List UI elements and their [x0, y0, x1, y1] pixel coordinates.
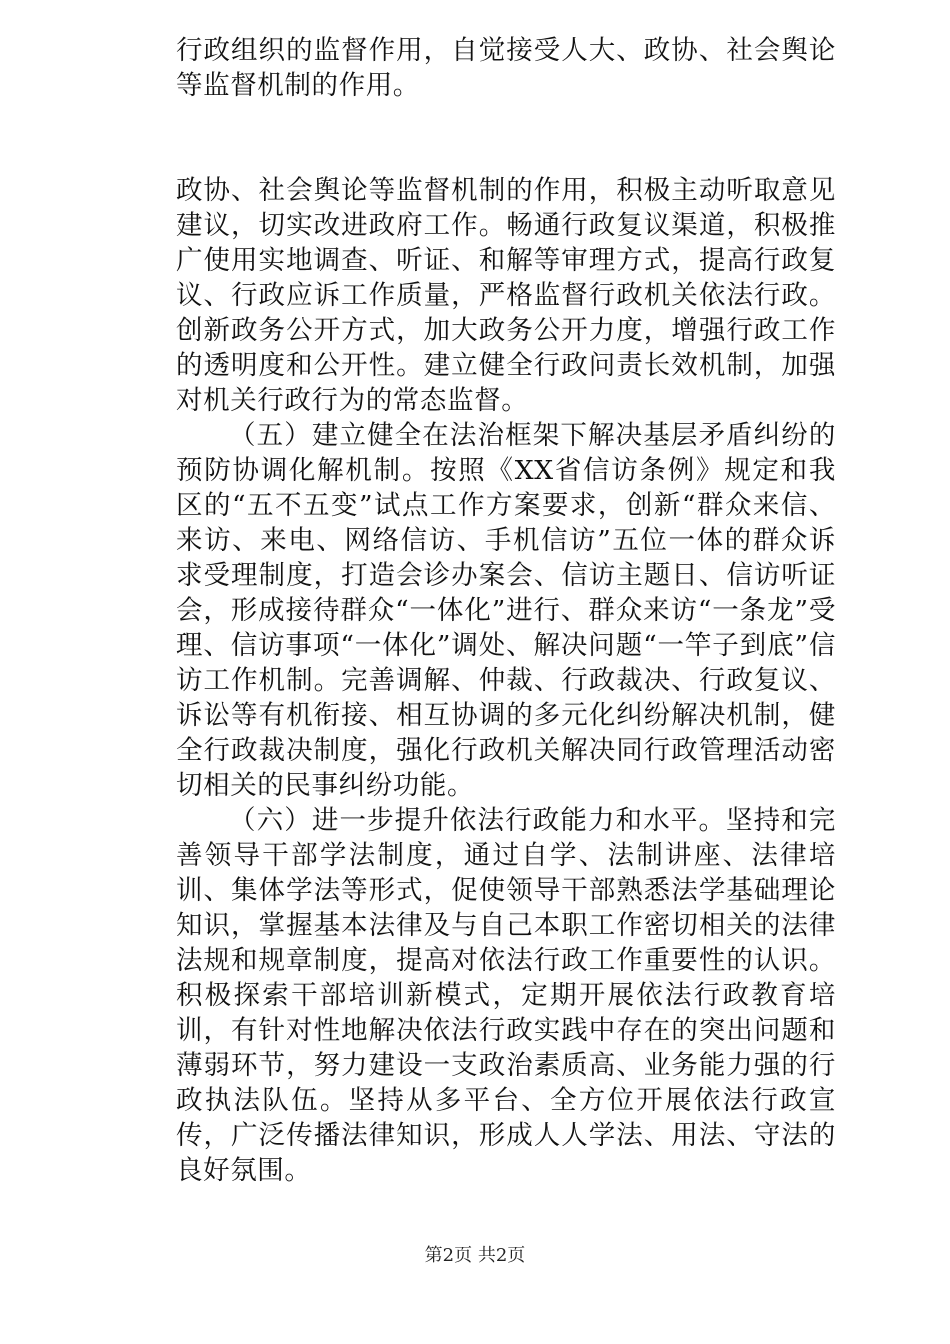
paragraph-supervision: 政协、社会舆论等监督机制的作用，积极主动听取意见建议，切实改进政府工作。畅通行政复议渠道，积极推广使用实地调查、听证、和解等审理方式，提高行政复议、行政应诉工作质量，严格监督行政机关依法行政。创新政务公开方式，加大政务公开力度，增强行政工作的透明度和公开性。建立健全行政问责长效机制，加强对机关行政行为的常态监督。	[176, 175, 836, 416]
page-number-footer: 第2页 共2页	[424, 1245, 526, 1266]
paragraph-section-five: （五）建立健全在法治框架下解决基层矛盾纠纷的预防协调化解机制。按照《XX省信访条例》规定和我区的“五不五变”试点工作方案要求，创新“群众来信、来访、来电、网络信访、手机信访”五位一体的群众诉求受理制度，打造会诊办案会、信访主题日、信访听证会，形成接待群众“一体化”进行、群众来访“一条龙”受理、信访事项“一体化”调处、解决问题“一竿子到底”信访工作机制。完善调解、仲裁、行政裁决、行政复议、诉讼等有机衔接、相互协调的多元化纠纷解决机制，健全行政裁决制度，强化行政机关解决同行政管理活动密切相关的民事纠纷功能。	[176, 420, 836, 801]
paragraph-section-six: （六）进一步提升依法行政能力和水平。坚持和完善领导干部学法制度，通过自学、法制讲座、法律培训、集体学法等形式，促使领导干部熟悉法学基础理论知识，掌握基本法律及与自己本职工作密切相关的法律法规和规章制度，提高对依法行政工作重要性的认识。积极探索干部培训新模式，定期开展依法行政教育培训，有针对性地解决依法行政实践中存在的突出问题和薄弱环节，努力建设一支政治素质高、业务能力强的行政执法队伍。坚持从多平台、全方位开展依法行政宣传，广泛传播法律知识，形成人人学法、用法、守法的良好氛围。	[176, 805, 836, 1186]
paragraph-top: 行政组织的监督作用，自觉接受人大、政协、社会舆论等监督机制的作用。	[176, 35, 836, 101]
document-body	[176, 173, 836, 1188]
